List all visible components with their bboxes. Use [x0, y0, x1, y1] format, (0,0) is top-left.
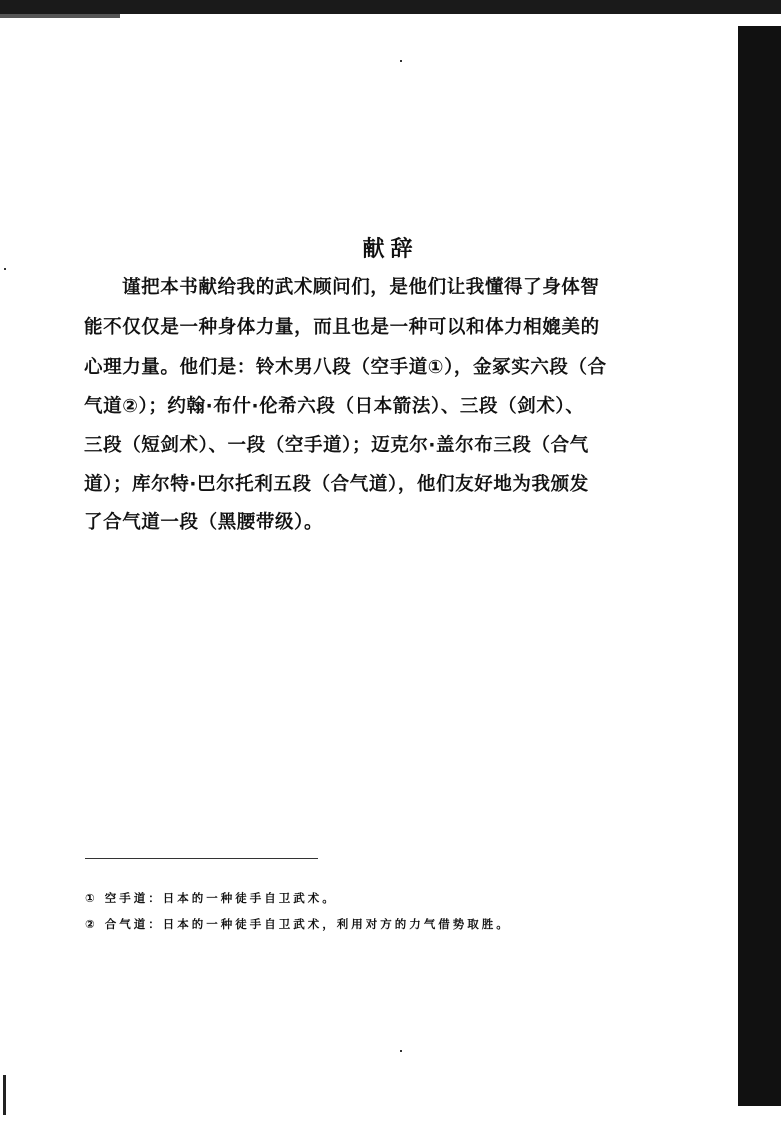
scan-speck — [400, 60, 402, 62]
footnote-2: ② 合气道：日本的一种徒手自卫武术，利用对方的力气借势取胜。 — [85, 917, 511, 931]
scan-edge-right — [738, 26, 781, 1106]
footnote-1: ① 空手道：日本的一种徒手自卫武术。 — [85, 891, 337, 905]
body-line: 谨把本书献给我的武术顾问们，是他们让我懂得了身体智 — [122, 277, 600, 298]
scan-speck — [400, 1050, 402, 1052]
body-line: 三段（短剑术）、一段（空手道）；迈克尔·盖尔布三段（合气 — [84, 435, 589, 456]
scan-edge-top-shadow — [0, 14, 120, 18]
scan-mark-left — [3, 1075, 6, 1115]
body-line: 气道②）；约翰·布什·伦希六段（日本箭法）、三段（剑术）、 — [84, 396, 585, 417]
footnote-divider — [85, 858, 318, 859]
scan-speck — [4, 268, 6, 270]
body-line: 了合气道一段（黑腰带级）。 — [84, 512, 324, 533]
page-title: 献辞 — [362, 237, 419, 262]
body-line: 能不仅仅是一种身体力量，而且也是一种可以和体力相媲美的 — [84, 317, 600, 338]
body-line: 心理力量。他们是：铃木男八段（空手道①），金冢实六段（合 — [84, 357, 607, 378]
scan-edge-top — [0, 0, 781, 14]
body-line: 道）；库尔特·巴尔托利五段（合气道），他们友好地为我颁发 — [84, 474, 589, 495]
